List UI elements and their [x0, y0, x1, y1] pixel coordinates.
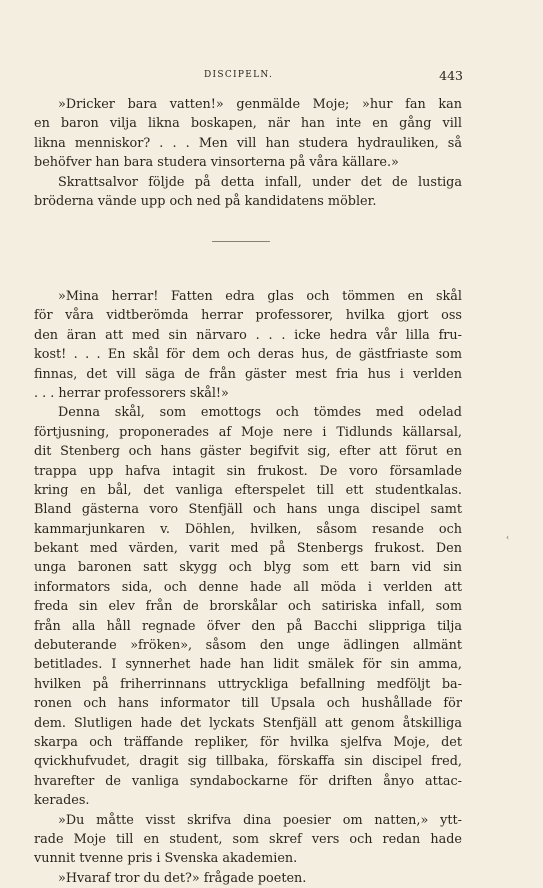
text-line: förtjusning, proponerades af Moje nere i Tidlunds källarsal, [34, 424, 462, 440]
text-line: qvickhufvudet, dragit sig tillbaka, förskaffa sin discipel fred, [34, 754, 462, 770]
text-line: bekant med värden, varit med på Stenbergs frukost. Den [34, 541, 462, 557]
text-line: unga baronen satt skygg och blyg som ett barn vid sin [34, 560, 462, 576]
text-line: hvarefter de vanliga syndabockarne för driften ånyo attac- [34, 773, 462, 789]
page-number: 443 [439, 68, 463, 83]
text-line: »Mina herrar! Fatten edra glas och tömmen en skål [58, 289, 462, 304]
text-line: Denna skål, som emottogs och tömdes med odelad [58, 405, 462, 421]
text-line: Skrattsalvor följde på detta infall, under det de lustiga [58, 174, 462, 190]
text-line: »Du måtte visst skrifva dina poesier om natten,» ytt- [58, 812, 462, 828]
page-header [34, 68, 463, 88]
text-line: kerades. [34, 793, 90, 809]
text-line: »Dricker bara vatten!» genmälde Moje; »hur fan kan [58, 97, 462, 112]
text-line: informators sida, och denne hade all möda i verlden att [34, 579, 462, 595]
text-line: bröderna vände upp och ned på kandidatens möbler. [34, 193, 377, 209]
text-line: rade Moje till en student, som skref vers och redan hade [34, 831, 462, 847]
text-line: dem. Slutligen hade det lyckats Stenfjäll att genom åtskilliga [34, 715, 462, 731]
text-line: Bland gästerna voro Stenfjäll och hans unga discipel samt [34, 502, 462, 518]
text-line: skarpa och träffande repliker, för hvilka sjelfva Moje, det [34, 734, 462, 750]
text-line: kammarjunkaren v. Döhlen, hvilken, såsom resande och [34, 521, 462, 537]
section-divider [212, 241, 270, 242]
text-line: betitlades. I synnerhet hade han lidit smälek för sin amma, [34, 657, 462, 673]
text-line: finnas, det vill säga de från gäster mest fria hus i verlden [34, 366, 462, 382]
text-line: »Hvaraf tror du det?» frågade poeten. [58, 870, 307, 886]
text-line: ronen och hans informator till Upsala och hushållade för [34, 696, 462, 712]
text-line: debuterande »fröken», såsom den unge ädlingen allmänt [34, 638, 462, 654]
text-line: freda sin elev från de brorskålar och satiriska infall, som [34, 599, 462, 615]
text-line: trappa upp hafva intagit sin frukost. De voro församlade [34, 463, 462, 479]
text-line: för våra vidtberömda herrar professorer, hvilka gjort oss [34, 308, 462, 324]
text-line: kring en bål, det vanliga efterspelet till ett studentkalas. [34, 482, 462, 498]
text-line: en baron vilja likna boskapen, när han inte en gång vill [34, 116, 462, 132]
text-line: från alla håll regnade öfver den på Bacchi slippriga tilja [34, 618, 462, 634]
paragraph-block-2 [34, 287, 462, 888]
margin-mark: ‹ [506, 533, 510, 542]
text-line: vunnit tvenne pris i Svenska akademien. [34, 851, 298, 867]
text-line: dit Stenberg och hans gäster begifvit sig, efter att förut en [34, 444, 462, 460]
text-line: likna menniskor? . . . Men vill han studera hydrauliken, så [34, 135, 462, 151]
running-title: DISCIPELN. [204, 70, 274, 80]
text-line: kost! . . . En skål för dem och deras hus, de gästfriaste som [34, 347, 462, 363]
paragraph-block-1 [34, 95, 462, 211]
text-line: . . . herrar professorers skål!» [34, 385, 229, 401]
text-line: den äran att med sin närvaro . . . icke hedra vår lilla fru- [34, 327, 462, 343]
text-line: behöfver han bara studera vinsorterna på våra källare.» [34, 155, 399, 171]
text-line: hvilken på friherrinnans uttryckliga befallning medföljt ba- [34, 676, 462, 692]
